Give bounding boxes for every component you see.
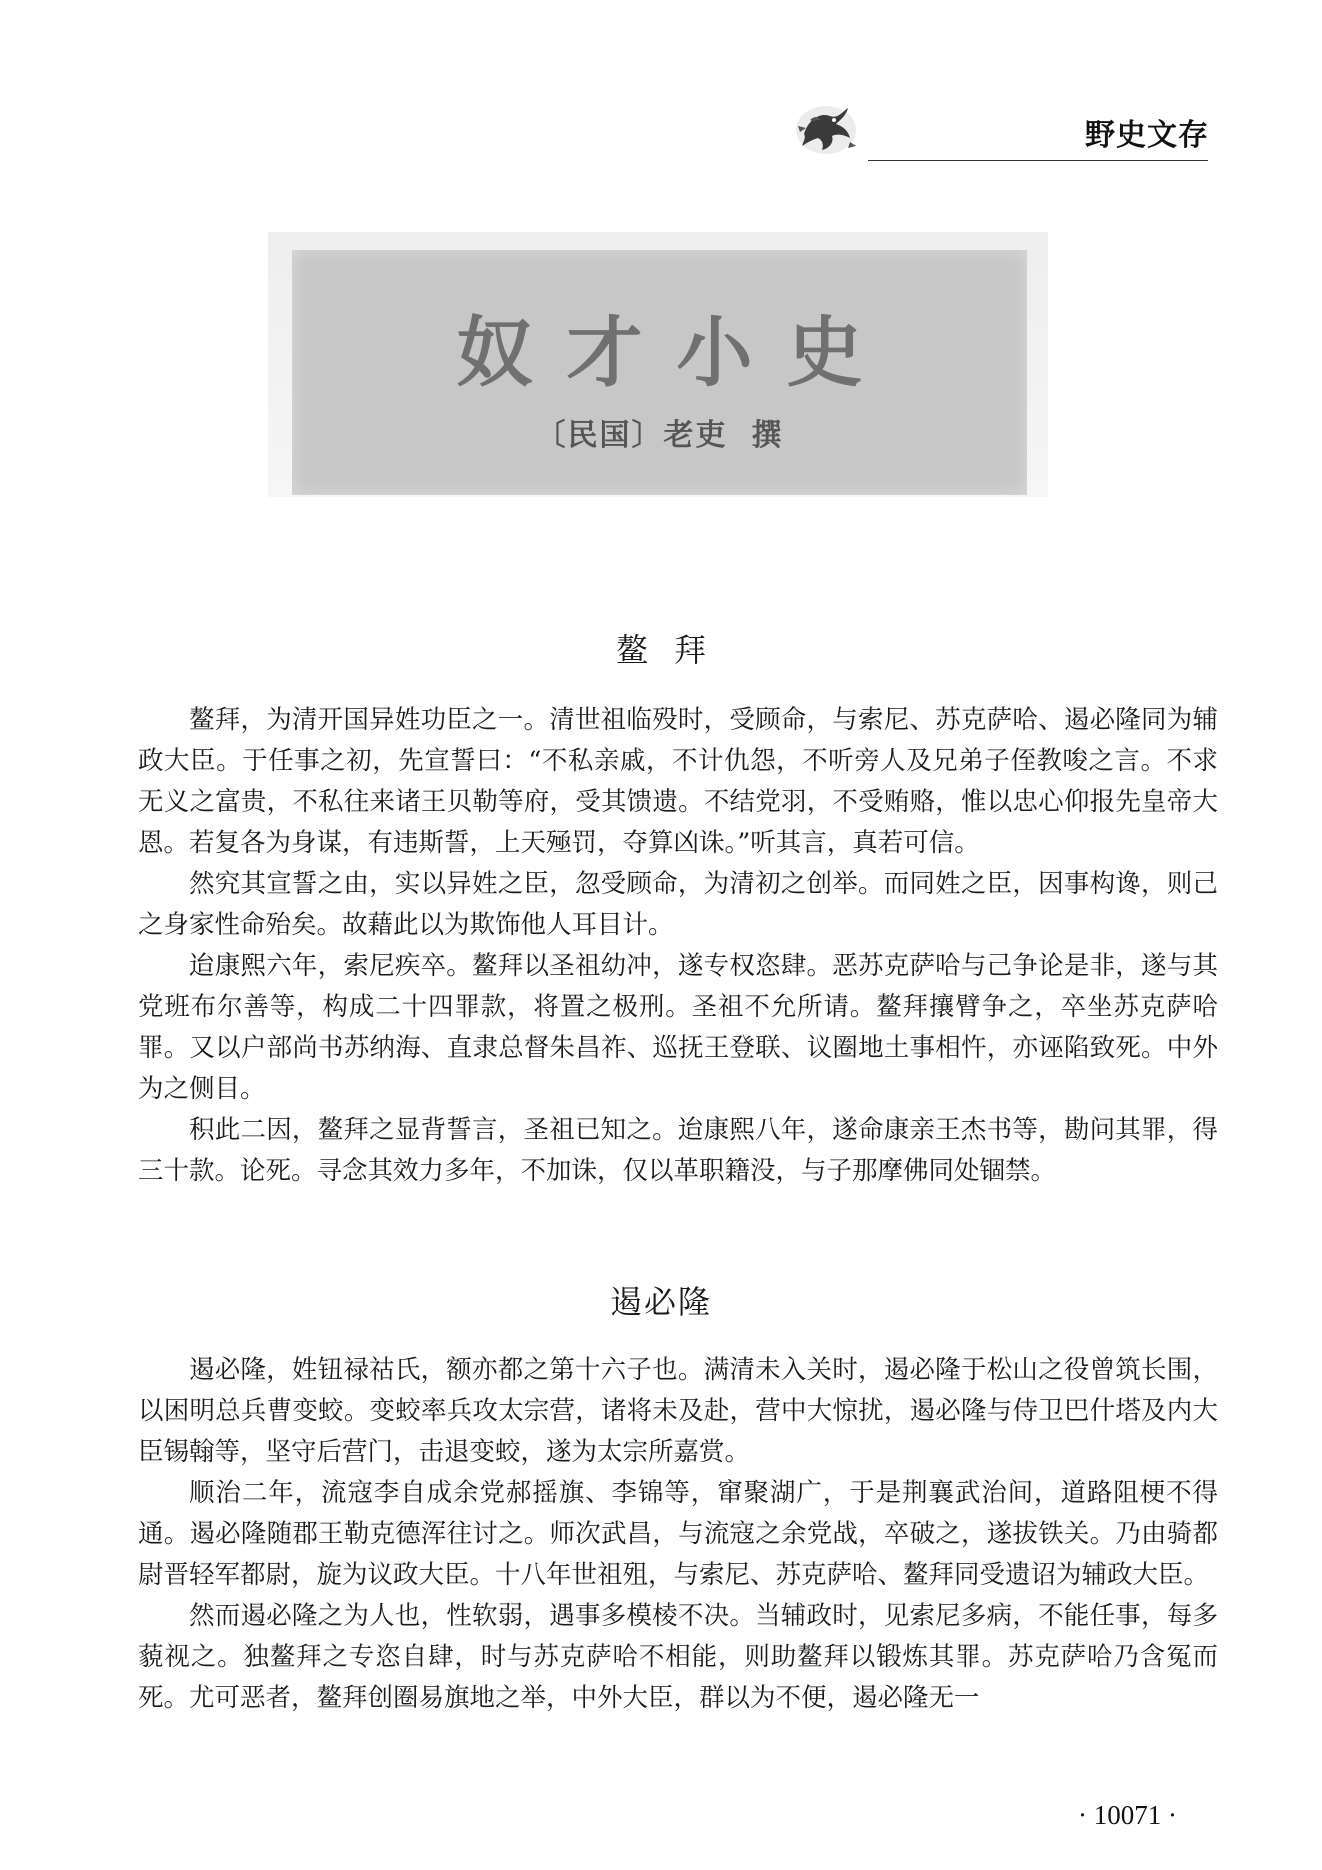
header-divider xyxy=(868,160,1208,161)
series-title: 野史文存 xyxy=(1085,118,1209,153)
section-body-aobai xyxy=(138,700,1218,1192)
page-number: · 10071 · xyxy=(1078,1800,1177,1830)
section-heading-aobai: 鳌拜 xyxy=(615,631,732,669)
author-line xyxy=(292,410,1027,454)
main-title: 奴才小史 xyxy=(456,308,897,397)
section-body-ebilong xyxy=(138,1350,1218,1719)
paragraph: 遏必隆，姓钮禄祜氏，额亦都之第十六子也。满清未入关时，遏必隆于松山之役曾筑长围，以困明总兵曹变蛟。变蛟率兵攻太宗营，诸将未及赴，营中大惊扰，遏必隆与侍卫巴什塔及内大臣锡翰等，坚守后营门，击退变蛟，遂为太宗所嘉赏。 xyxy=(138,1355,1218,1467)
title-box xyxy=(292,250,1027,495)
paragraph: 顺治二年，流寇李自成余党郝摇旗、李锦等，窜聚湖广，于是荆襄武治间，道路阻梗不得通。遏必隆随郡王勒克德浑往讨之。师次武昌，与流寇之余党战，卒破之，遂拔铁关。乃由骑都尉晋轻军都尉，旋为议政大臣。十八年世祖殂，与索尼、苏克萨哈、鳌拜同受遗诏为辅政大臣。 xyxy=(138,1478,1218,1590)
dragon-emblem-icon xyxy=(790,90,862,162)
paragraph: 鳌拜，为清开国异姓功臣之一。清世祖临殁时，受顾命，与索尼、苏克萨哈、遏必隆同为辅政大臣。于任事之初，先宣誓曰：“不私亲戚，不计仇怨，不听旁人及兄弟子侄教唆之言。不求无义之富贵，不私往来诸王贝勒等府，受其馈遗。不结党羽，不受贿赂，惟以忠心仰报先皇帝大恩。若复各为身谋，有违斯誓，上天殛罚，夺算凶诛。”听其言，真若可信。 xyxy=(138,705,1218,858)
author-era: 〔民国〕 xyxy=(535,418,664,453)
paragraph: 积此二因，鳌拜之显背誓言，圣祖已知之。迨康熙八年，遂命康亲王杰书等，勘问其罪，得三十款。论死。寻念其效力多年，不加诛，仅以革职籍没，与子那摩佛同处锢禁。 xyxy=(138,1115,1218,1186)
paragraph: 然究其宣誓之由，实以异姓之臣，忽受顾命，为清初之创举。而同姓之臣，因事构谗，则己之身家性命殆矣。故藉此以为欺饰他人耳目计。 xyxy=(138,869,1218,940)
paragraph: 迨康熙六年，索尼疾卒。鳌拜以圣祖幼冲，遂专权恣肆。恶苏克萨哈与己争论是非，遂与其党班布尔善等，构成二十四罪款，将置之极刑。圣祖不允所请。鳌拜攘臂争之，卒坐苏克萨哈罪。又以户部尚书苏纳海、直隶总督朱昌祚、巡抚王登联、议圈地土事相忤，亦诬陷致死。中外为之侧目。 xyxy=(138,951,1218,1104)
author-name: 老吏 xyxy=(663,418,728,453)
section-heading-ebilong: 遏必隆 xyxy=(609,1283,712,1321)
author-role: 撰 xyxy=(751,418,784,453)
paragraph: 然而遏必隆之为人也，性软弱，遇事多模棱不决。当辅政时，见索尼多病，不能任事，每多藐视之。独鳌拜之专恣自肆，时与苏克萨哈不相能，则助鳌拜以锻炼其罪。苏克萨哈乃含冤而死。尤可恶者，鳌拜创圈易旗地之举，中外大臣，群以为不便，遏必隆无一 xyxy=(138,1601,1218,1713)
